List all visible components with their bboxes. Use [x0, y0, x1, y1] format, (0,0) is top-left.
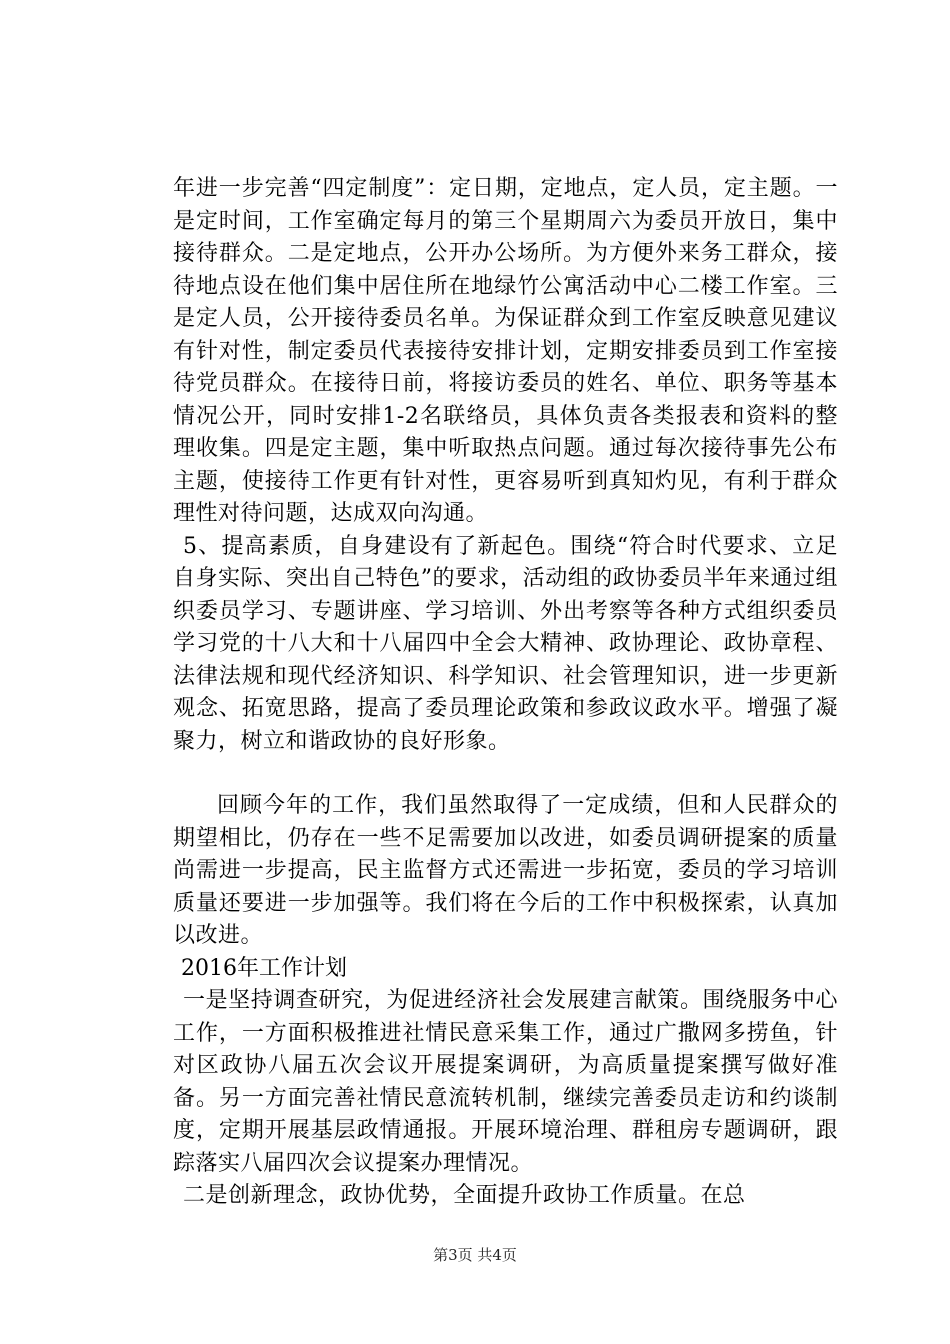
document-body — [173, 173, 838, 1213]
paragraph-improve-quality: 5、提高素质，自身建设有了新起色。围绕“符合时代要求、立足自身实际、突出自己特色”的要求，活动组的政协委员半年来通过组织委员学习、专题讲座、学习培训、外出考察等各种方式组织委员学习党的十八大和十八届四中全会大精神、政协理论、政协章程、法律法规和现代经济知识、科学知识、社会管理知识，进一步更新观念、拓宽思路，提高了委员理论政策和参政议政水平。增强了凝聚力，树立和谐政协的良好形象。 — [173, 533, 838, 754]
paragraph-spacer — [173, 758, 838, 790]
page-number-footer: 第3页 共4页 — [433, 1246, 517, 1264]
paragraph-four-rules: 年进一步完善“四定制度”：定日期，定地点，定人员，定主题。一是定时间，工作室确定每月的第三个星期周六为委员开放日，集中接待群众。二是定地点，公开办公场所。为方便外来务工群众，接待地点设在他们集中居住所在地绿竹公寓活动中心二楼工作室。三是定人员，公开接待委员名单。为保证群众到工作室反映意见建议有针对性，制定委员代表接待安排计划，定期安排委员到工作室接待党员群众。在接待日前，将接访委员的姓名、单位、职务等基本情况公开，同时安排1-2名联络员，具体负责各类报表和资料的整理收集。四是定主题，集中听取热点问题。通过每次接待事先公布主题，使接待工作更有针对性，更容易听到真知灼见，有利于群众理性对待问题，达成双向沟通。 — [173, 176, 838, 526]
paragraph-review: 回顾今年的工作，我们虽然取得了一定成绩，但和人民群众的期望相比，仍存在一些不足需要加以改进，如委员调研提案的质量尚需进一步提高，民主监督方式还需进一步拓宽，委员的学习培训质量还要进一步加强等。我们将在今后的工作中积极探索，认真加以改进。 — [173, 793, 838, 948]
paragraph-plan-one: 一是坚持调查研究，为促进经济社会发展建言献策。围绕服务中心工作，一方面积极推进社情民意采集工作，通过广撒网多捞鱼，针对区政协八届五次会议开展提案调研，为高质量提案撰写做好准备。另一方面完善社情民意流转机制，继续完善委员走访和约谈制度，定期开展基层政情通报。开展环境治理、群租房专题调研，跟踪落实八届四次会议提案办理情况。 — [173, 988, 838, 1176]
paragraph-plan-two: 二是创新理念，政协优势，全面提升政协工作质量。在总 — [183, 1183, 746, 1208]
section-heading-work-plan: 2016年工作计划 — [181, 955, 347, 981]
